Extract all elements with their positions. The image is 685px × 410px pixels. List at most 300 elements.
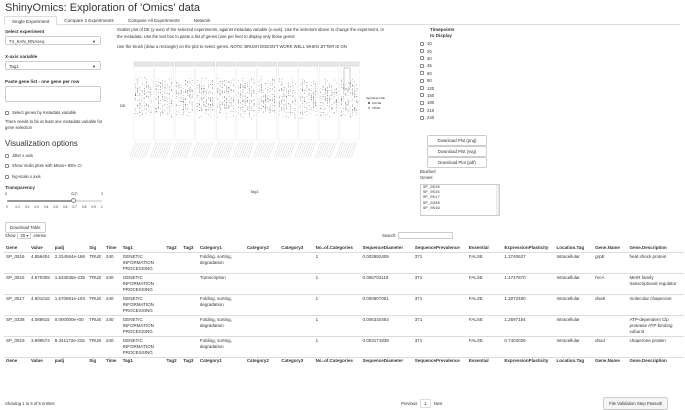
scatter-point xyxy=(288,117,289,118)
facet-panel xyxy=(155,67,174,140)
timepoint-label-45: 45 xyxy=(427,63,432,69)
timepoint-row-45[interactable] xyxy=(420,62,460,69)
timepoint-row-90[interactable] xyxy=(420,77,460,84)
scatter-point xyxy=(146,79,147,80)
scatter-point xyxy=(222,92,223,93)
table-cell: 4.859404 xyxy=(31,254,50,259)
scatter-point xyxy=(270,88,271,89)
scatter-point xyxy=(350,86,351,87)
scatter-point xyxy=(259,104,260,105)
scatter-point xyxy=(183,111,184,112)
column-header-value[interactable]: Value xyxy=(31,245,43,250)
scatter-point xyxy=(160,103,161,104)
scatter-point xyxy=(148,86,149,87)
column-header-category3[interactable]: Category3 xyxy=(281,245,304,250)
scatter-point xyxy=(311,83,312,84)
scatter-point xyxy=(199,107,200,108)
column-footer-sequencediameter[interactable]: SequenceDiameter xyxy=(362,358,404,363)
scatter-point xyxy=(212,81,213,82)
scatter-point xyxy=(156,84,157,85)
scatter-point xyxy=(171,83,172,84)
description-line-3: Use the brush (draw a rectangle) on the plot to select genes. NOTE: BRUSH DOESN'T WORK WELL WHEN JITTER IS ON xyxy=(117,44,347,49)
column-header-padj[interactable]: padj xyxy=(54,245,65,250)
scatter-point xyxy=(274,100,275,101)
timepoint-checkbox-180[interactable] xyxy=(420,101,424,105)
scatter-point xyxy=(210,109,211,110)
paste-gene-list-label: Paste gene list - one gene per row xyxy=(5,79,80,84)
timepoint-row-20[interactable] xyxy=(420,47,460,54)
column-header-category2[interactable]: Category2 xyxy=(246,245,269,250)
scatter-point xyxy=(160,90,161,91)
scatter-point xyxy=(142,110,143,111)
brushed-genes-box[interactable] xyxy=(420,184,500,216)
column-header-category1[interactable]: Category1 xyxy=(199,245,222,250)
scatter-point xyxy=(148,87,149,88)
scatter-point xyxy=(300,105,301,106)
scatter-point xyxy=(169,88,170,89)
scatter-point xyxy=(224,97,225,98)
scatter-point xyxy=(254,111,255,112)
scatter-point xyxy=(284,107,285,108)
table-row[interactable] xyxy=(4,274,684,295)
scatter-point xyxy=(137,83,138,84)
scatter-point xyxy=(265,88,266,89)
table-cell: Folding, sorting, degradation xyxy=(199,296,232,307)
timepoint-label-60: 60 xyxy=(427,70,432,76)
scatter-point xyxy=(272,81,273,82)
scatter-point xyxy=(179,101,180,102)
timepoint-row-180[interactable] xyxy=(420,99,460,106)
scatter-point xyxy=(162,99,163,100)
scatter-point xyxy=(331,86,332,87)
scatter-point xyxy=(357,94,358,95)
scatter-point xyxy=(201,116,202,117)
transparency-slider[interactable] xyxy=(5,192,105,214)
timepoint-checkbox-210[interactable] xyxy=(420,108,424,112)
table-cell xyxy=(245,274,279,295)
experiment-select[interactable] xyxy=(5,36,101,45)
xaxis-select[interactable] xyxy=(5,61,101,70)
timepoint-checkbox-150[interactable] xyxy=(420,93,424,97)
scatter-point xyxy=(259,112,260,113)
scatter-point xyxy=(144,84,145,85)
column-footer-expressionplasticity[interactable]: ExpressionPlasticity xyxy=(504,358,549,363)
download-pdf-button[interactable]: Download Plot (pdf) xyxy=(427,157,487,168)
chevron-down-icon: ▾ xyxy=(26,233,29,238)
column-header-location-tag[interactable]: Location.Tag xyxy=(556,245,585,250)
scatter-point xyxy=(233,100,234,101)
download-table-button[interactable]: Download Table xyxy=(5,222,46,233)
scatter-point xyxy=(282,99,283,100)
scatter-point xyxy=(309,99,310,100)
scatter-point xyxy=(315,102,316,103)
table-cell: molecular chaperone xyxy=(629,296,672,301)
timepoint-row-120[interactable] xyxy=(420,84,460,91)
scatter-point xyxy=(231,98,232,99)
scatter-point xyxy=(181,91,182,92)
column-footer-category2[interactable]: Category2 xyxy=(246,358,269,363)
column-footer-sequenceprevalence[interactable]: SequencePrevalence xyxy=(414,358,460,363)
scatter-point xyxy=(169,110,170,111)
column-footer-tag1[interactable]: Tag1 xyxy=(122,358,133,363)
tab-compare-2-experiments[interactable]: Compare 2 Experiments xyxy=(64,18,114,23)
slider-tick-label: 0.9 xyxy=(91,205,96,209)
table-cell: 8.341172e-215 xyxy=(54,338,85,343)
scatter-point xyxy=(265,104,266,105)
scatter-point xyxy=(265,94,266,95)
timepoint-checkbox-10[interactable] xyxy=(420,42,424,46)
timepoint-checkbox-45[interactable] xyxy=(420,64,424,68)
tab-network[interactable]: Network xyxy=(193,18,211,23)
next-button[interactable]: Next xyxy=(433,401,443,406)
scatter-point xyxy=(284,96,285,97)
timepoint-row-30[interactable] xyxy=(420,55,460,62)
scatter-point xyxy=(309,109,310,110)
column-header-sequenceprevalence[interactable]: SequencePrevalence xyxy=(414,245,460,250)
column-header-no-of-categories[interactable]: No..of.Categories xyxy=(315,245,353,250)
scatter-point xyxy=(199,104,200,105)
scatter-point xyxy=(254,103,255,104)
scatter-point xyxy=(148,85,149,86)
scatter-point xyxy=(330,116,331,117)
timepoint-row-10[interactable] xyxy=(420,40,460,47)
metadata-note: There needs to be at least one metadata variable for gene selection xyxy=(5,119,103,130)
scatter-point xyxy=(341,104,342,105)
column-footer-category1[interactable]: Category1 xyxy=(199,358,222,363)
scatter-point xyxy=(300,106,301,107)
scatter-point xyxy=(334,97,335,98)
column-header-gene-name[interactable]: Gene.Name xyxy=(595,245,620,250)
scatter-point xyxy=(212,82,213,83)
scatter-point xyxy=(302,96,303,97)
timepoint-label-150: 150 xyxy=(427,92,435,98)
column-footer-tag2[interactable]: Tag2 xyxy=(166,358,177,363)
timepoint-row-210[interactable] xyxy=(420,107,460,114)
gene-list-textarea[interactable] xyxy=(5,86,101,102)
page-1-button[interactable]: 1 xyxy=(420,399,431,408)
jitter-row[interactable] xyxy=(5,153,33,158)
scatter-point xyxy=(348,109,349,110)
scatter-point xyxy=(352,88,353,89)
scatter-point xyxy=(220,90,221,91)
scatter-point xyxy=(238,103,239,104)
scatter-point xyxy=(210,84,211,85)
table-cell: 1.2697154 xyxy=(504,317,526,322)
download-svg-button[interactable]: Download Plot (svg) xyxy=(427,146,487,157)
scatter-point xyxy=(192,80,193,81)
scatter-plot[interactable] xyxy=(117,54,417,199)
scatter-point xyxy=(150,89,151,90)
scatter-point xyxy=(295,115,296,116)
scatter-point xyxy=(267,96,268,97)
scatter-point xyxy=(204,105,205,106)
timepoint-checkbox-60[interactable] xyxy=(420,71,424,75)
column-footer-value[interactable]: Value xyxy=(31,358,43,363)
column-header-tag3[interactable]: Tag3 xyxy=(183,245,194,250)
scatter-point xyxy=(304,100,305,101)
table-row[interactable] xyxy=(4,295,684,316)
scatter-point xyxy=(345,106,346,107)
scatter-point xyxy=(295,119,296,120)
tab-single-experiment[interactable]: Single Experiment xyxy=(4,16,57,25)
scatter-point xyxy=(165,81,166,82)
scatter-point xyxy=(189,112,190,113)
jitter-checkbox[interactable] xyxy=(5,154,9,158)
metadata-checkbox[interactable] xyxy=(5,111,9,115)
tab-compare-all-experiments[interactable]: Compare All Experiments xyxy=(127,18,180,23)
scatter-point xyxy=(292,96,293,97)
scatter-point xyxy=(343,108,344,109)
scatter-point xyxy=(171,117,172,118)
scatter-point xyxy=(206,113,207,114)
table-cell: 1 xyxy=(315,254,319,259)
scatter-point xyxy=(142,101,143,102)
scatter-point xyxy=(266,107,267,108)
scatter-point xyxy=(327,100,328,101)
table-cell: SP_0515 xyxy=(6,275,25,280)
column-header-expressionplasticity[interactable]: ExpressionPlasticity xyxy=(504,245,549,250)
brushed-scrollbar[interactable] xyxy=(496,185,499,215)
scatter-point xyxy=(231,83,232,84)
column-footer-padj[interactable]: padj xyxy=(54,358,65,363)
table-cell: 0.000000e+00 xyxy=(54,317,84,322)
scatter-point xyxy=(233,108,234,109)
table-row[interactable] xyxy=(4,316,684,337)
scatter-point xyxy=(144,93,145,94)
scatter-point xyxy=(343,84,344,85)
scatter-point xyxy=(160,83,161,84)
table-cell: Intracellular xyxy=(556,296,580,301)
scatter-point xyxy=(345,94,346,95)
scatter-point xyxy=(176,86,177,87)
scatter-point xyxy=(212,105,213,106)
table-cell: dnaJ xyxy=(595,338,605,343)
column-footer-gene-name[interactable]: Gene.Name xyxy=(595,358,620,363)
column-footer-location-tag[interactable]: Location.Tag xyxy=(556,358,585,363)
scatter-point xyxy=(220,83,221,84)
scatter-point xyxy=(323,87,324,88)
column-footer-gene-description[interactable]: Gene.Description xyxy=(629,358,667,363)
scatter-point xyxy=(169,112,170,113)
column-footer-sig[interactable]: Sig xyxy=(89,358,97,363)
scatter-point xyxy=(142,90,143,91)
scatter-point xyxy=(158,99,159,100)
scatter-point xyxy=(137,100,138,101)
column-footer-category3[interactable]: Category3 xyxy=(281,358,304,363)
scatter-point xyxy=(146,85,147,86)
scatter-point xyxy=(265,98,266,99)
scatter-point xyxy=(202,110,203,111)
column-footer-gene[interactable]: Gene xyxy=(6,358,18,363)
scatter-point xyxy=(206,106,207,107)
table-row[interactable] xyxy=(4,337,684,358)
timepoint-row-60[interactable] xyxy=(420,70,460,77)
scatter-point xyxy=(251,108,252,109)
scatter-point xyxy=(300,93,301,94)
scatter-point xyxy=(290,91,291,92)
download-png-button[interactable]: Download Plot (png) xyxy=(427,135,487,146)
column-footer-tag3[interactable]: Tag3 xyxy=(183,358,194,363)
scatter-point xyxy=(151,97,152,98)
timepoint-checkbox-120[interactable] xyxy=(420,86,424,90)
scatter-point xyxy=(222,103,223,104)
scatter-point xyxy=(302,85,303,86)
scatter-point xyxy=(304,83,305,84)
scatter-point xyxy=(190,91,191,92)
scatter-point xyxy=(242,97,243,98)
scatter-point xyxy=(139,108,140,109)
scatter-point xyxy=(284,111,285,112)
scatter-point xyxy=(272,108,273,109)
scatter-point xyxy=(201,100,202,101)
scatter-point xyxy=(190,87,191,88)
timepoints-heading xyxy=(430,27,454,39)
scatter-point xyxy=(203,92,204,93)
column-header-sig[interactable]: Sig xyxy=(89,245,97,250)
table-cell: FALSE xyxy=(468,338,483,343)
table-cell xyxy=(181,316,198,337)
timepoints-list xyxy=(420,40,460,121)
scatter-point xyxy=(210,91,211,92)
scatter-point xyxy=(309,95,310,96)
scatter-point xyxy=(274,90,275,91)
column-header-gene-description[interactable]: Gene.Description xyxy=(629,245,667,250)
scatter-point xyxy=(218,103,219,104)
table-cell: 1 xyxy=(315,317,319,322)
scatter-point xyxy=(334,88,335,89)
scatter-point xyxy=(281,100,282,101)
scatter-point xyxy=(231,111,232,112)
column-header-tag2[interactable]: Tag2 xyxy=(166,245,177,250)
violin-row[interactable] xyxy=(5,163,82,168)
scatter-point xyxy=(341,97,342,98)
search-input[interactable] xyxy=(398,232,453,239)
scatter-point xyxy=(356,114,357,115)
scatter-point xyxy=(139,87,140,88)
scatter-point xyxy=(245,87,246,88)
scatter-point xyxy=(311,88,312,89)
scatter-point xyxy=(329,90,330,91)
table-cell: 1 xyxy=(315,338,319,343)
scatter-point xyxy=(148,98,149,99)
column-header-gene[interactable]: Gene xyxy=(6,245,18,250)
scatter-point xyxy=(313,100,314,101)
scatter-point xyxy=(201,85,202,86)
table-row[interactable] xyxy=(4,253,684,274)
scatter-point xyxy=(336,82,337,83)
scatter-point xyxy=(231,104,232,105)
scatter-point xyxy=(171,102,172,103)
scatter-point xyxy=(240,108,241,109)
scatter-point xyxy=(165,110,166,111)
scatter-point xyxy=(281,89,282,90)
scatter-point xyxy=(259,99,260,100)
entries-select[interactable] xyxy=(17,232,31,239)
scatter-point xyxy=(254,107,255,108)
scatter-point xyxy=(352,106,353,107)
slider-tick-label: 0.4 xyxy=(44,205,49,209)
scatter-point xyxy=(240,103,241,104)
column-footer-essential[interactable]: Essential xyxy=(468,358,489,363)
scatter-point xyxy=(167,99,168,100)
column-header-tag1[interactable]: Tag1 xyxy=(122,245,133,250)
timepoint-row-240[interactable] xyxy=(420,114,460,121)
scatter-point xyxy=(171,106,172,107)
column-header-essential[interactable]: Essential xyxy=(468,245,489,250)
scatter-point xyxy=(202,109,203,110)
column-header-sequencediameter[interactable]: SequenceDiameter xyxy=(362,245,404,250)
scatter-point xyxy=(150,95,151,96)
select-by-metadata-row[interactable] xyxy=(5,110,76,115)
scatter-point xyxy=(197,103,198,104)
scatter-point xyxy=(247,84,248,85)
facet-panel xyxy=(340,67,359,140)
scatter-point xyxy=(350,110,351,111)
table-cell xyxy=(181,274,198,295)
scatter-point xyxy=(348,88,349,89)
scatter-point xyxy=(253,110,254,111)
timepoint-checkbox-240[interactable] xyxy=(420,116,424,120)
logscale-checkbox[interactable] xyxy=(5,175,9,179)
timepoint-checkbox-90[interactable] xyxy=(420,79,424,83)
scatter-point xyxy=(238,113,239,114)
scatter-point xyxy=(315,115,316,116)
scatter-point xyxy=(142,84,143,85)
scatter-point xyxy=(146,105,147,106)
scatter-point xyxy=(208,92,209,93)
scatter-point xyxy=(226,98,227,99)
scatter-point xyxy=(242,104,243,105)
scatter-point xyxy=(313,104,314,105)
scatter-point xyxy=(137,80,138,81)
timepoint-checkbox-20[interactable] xyxy=(420,49,424,53)
scatter-point xyxy=(176,114,177,115)
scatter-point xyxy=(158,89,159,90)
scatter-point xyxy=(146,113,147,114)
slider-handle[interactable] xyxy=(71,198,76,203)
column-header-time[interactable]: Time xyxy=(106,245,117,250)
scatter-point xyxy=(226,105,227,106)
scatter-point xyxy=(323,94,324,95)
scatter-point xyxy=(293,112,294,113)
scatter-point xyxy=(176,94,177,95)
column-footer-no-of-categories[interactable]: No..of.Categories xyxy=(315,358,353,363)
column-footer-time[interactable]: Time xyxy=(106,358,117,363)
facet-panel xyxy=(258,67,277,140)
previous-button[interactable]: Previous xyxy=(401,401,418,406)
scatter-point xyxy=(167,108,168,109)
table-cell: 1.3740627 xyxy=(504,254,526,259)
scatter-point xyxy=(202,95,203,96)
timepoint-row-150[interactable] xyxy=(420,92,460,99)
logscale-row[interactable] xyxy=(5,174,41,179)
scatter-point xyxy=(181,101,182,102)
scatter-point xyxy=(261,100,262,101)
scatter-point xyxy=(325,83,326,84)
scatter-point xyxy=(325,96,326,97)
scatter-point xyxy=(202,89,203,90)
violin-checkbox[interactable] xyxy=(5,164,9,168)
scatter-point xyxy=(286,91,287,92)
scatter-point xyxy=(210,92,211,93)
scatter-point xyxy=(267,90,268,91)
scatter-point xyxy=(325,89,326,90)
scatter-point xyxy=(204,86,205,87)
timepoint-checkbox-30[interactable] xyxy=(420,56,424,60)
table-cell: 4.670309 xyxy=(31,275,50,280)
table-cell: 240 xyxy=(106,275,114,280)
facet-panel xyxy=(196,67,215,140)
